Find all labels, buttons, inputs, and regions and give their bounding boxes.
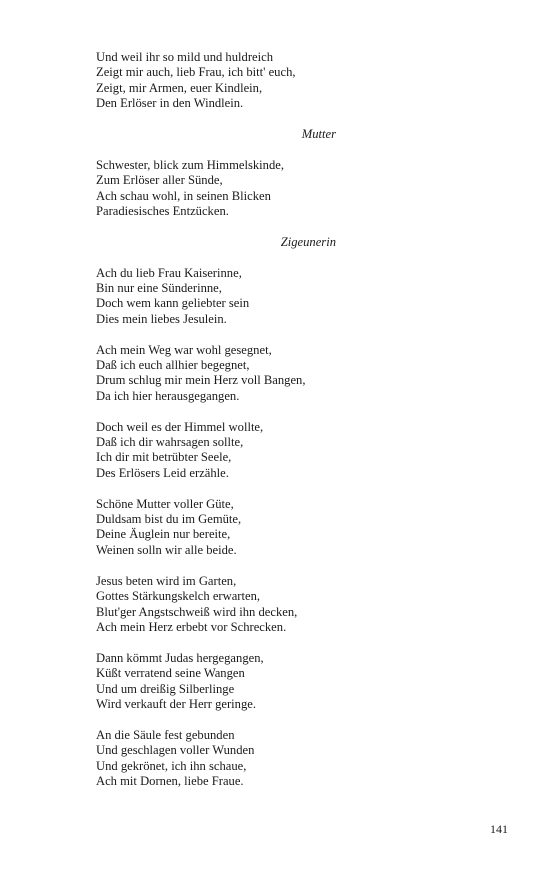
verse-line: Weinen solln wir alle beide.: [96, 542, 237, 557]
verse-line: Ach mein Herz erbebt vor Schrecken.: [96, 619, 287, 634]
verse-line: Ach mein Weg war wohl gesegnet,: [96, 342, 272, 357]
stanza: [96, 497, 336, 559]
verse-line: Zum Erlöser aller Sünde,: [96, 173, 223, 188]
verse-line: Und um dreißig Silberlinge: [96, 681, 235, 696]
verse-line: Zeigt, mir Armen, euer Kindlein,: [96, 80, 263, 95]
stanza: [96, 574, 336, 636]
stanza: [96, 420, 336, 482]
verse-line: Gottes Stärkungskelch erwarten,: [96, 589, 261, 604]
verse-line: Doch wem kann geliebter sein: [96, 296, 250, 311]
verse-line: Den Erlöser in den Windlein.: [96, 96, 244, 111]
verse-line: Drum schlug mir mein Herz voll Bangen,: [96, 373, 306, 388]
verse-line: Dann kömmt Judas hergegangen,: [96, 650, 264, 665]
page-number: 141: [490, 822, 508, 836]
speaker-heading: Zigeunerin: [280, 234, 336, 249]
verse-line: Jesus beten wird im Garten,: [96, 573, 237, 588]
verse-line: Schwester, blick zum Himmelskinde,: [96, 157, 285, 172]
stanza: [96, 651, 336, 713]
verse-line: Blut'ger Angstschweiß wird ihn decken,: [96, 604, 298, 619]
verse-line: Und gekrönet, ich ihn schaue,: [96, 758, 247, 773]
verse-line: Dies mein liebes Jesulein.: [96, 311, 227, 326]
verse-line: Paradiesisches Entzücken.: [96, 204, 229, 219]
verse-line: Ach mit Dornen, liebe Fraue.: [96, 773, 244, 788]
poem-text: [96, 50, 336, 805]
verse-line: Küßt verratend seine Wangen: [96, 666, 245, 681]
verse-line: An die Säule fest gebunden: [96, 727, 235, 742]
verse-line: Zeigt mir auch, lieb Frau, ich bitt' euch,: [96, 65, 296, 80]
verse-line: Wird verkauft der Herr geringe.: [96, 696, 256, 711]
verse-line: Doch weil es der Himmel wollte,: [96, 419, 264, 434]
verse-line: Und geschlagen voller Wunden: [96, 743, 255, 758]
verse-line: Deine Äuglein nur bereite,: [96, 527, 231, 542]
verse-line: Und weil ihr so mild und huldreich: [96, 50, 273, 64]
stanza: [96, 266, 336, 328]
stanza: [96, 158, 336, 220]
verse-line: Daß ich dir wahrsagen sollte,: [96, 435, 244, 450]
speaker-heading: Mutter: [301, 127, 336, 142]
verse-line: Des Erlösers Leid erzähle.: [96, 465, 229, 480]
stanza: [96, 728, 336, 790]
verse-line: Da ich hier herausgegangen.: [96, 388, 240, 403]
verse-line: Daß ich euch allhier begegnet,: [96, 358, 250, 373]
verse-line: Ich dir mit betrübter Seele,: [96, 450, 232, 465]
stanza: [96, 343, 336, 405]
verse-line: Schöne Mutter voller Güte,: [96, 496, 234, 511]
verse-line: Ach du lieb Frau Kaiserinne,: [96, 265, 242, 280]
stanza: [96, 50, 336, 112]
verse-line: Duldsam bist du im Gemüte,: [96, 512, 242, 527]
verse-line: Ach schau wohl, in seinen Blicken: [96, 188, 271, 203]
verse-line: Bin nur eine Sünderinne,: [96, 281, 222, 296]
